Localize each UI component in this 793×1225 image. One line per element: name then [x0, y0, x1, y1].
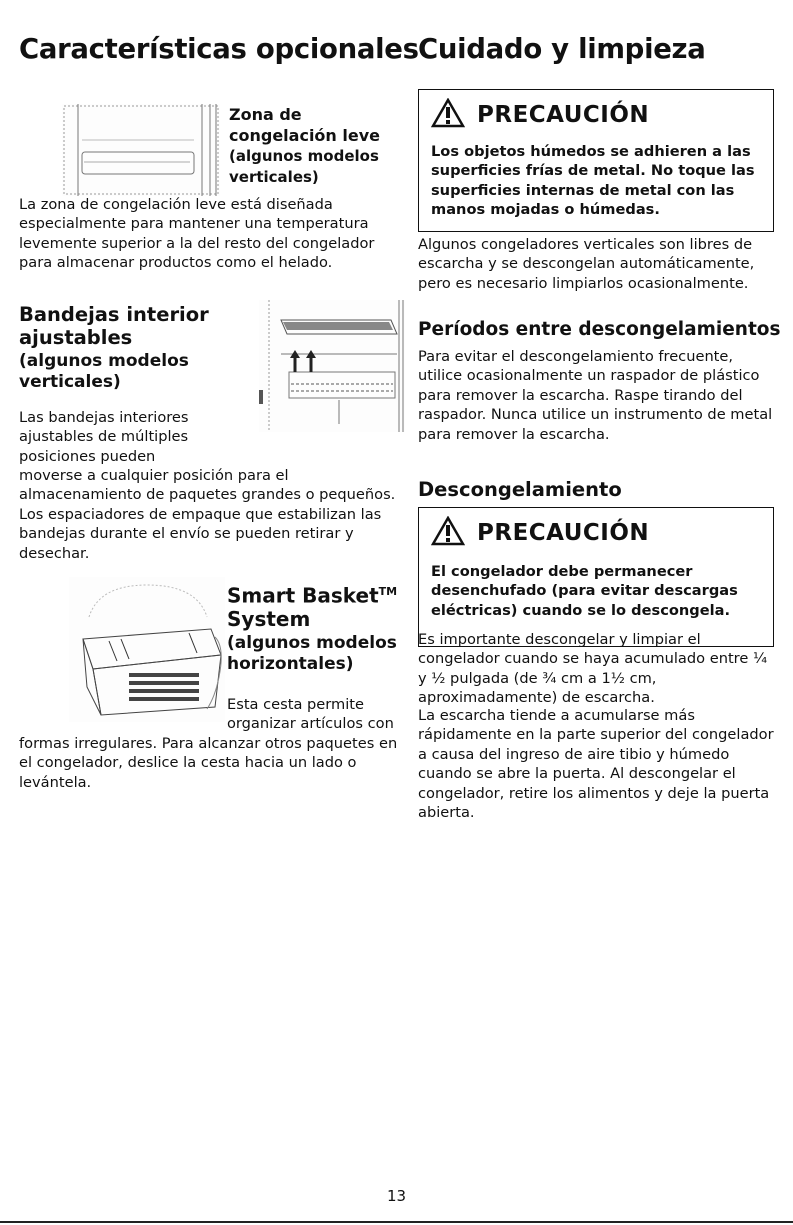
trademark-mark: TM [378, 585, 398, 598]
basket-text-line: Esta cesta permite [227, 696, 364, 713]
defrost-text-2: La escarcha tiende a acumularse más rápidamente en la parte superior del congelador a causa del ingreso de aire tibio y húmedo cuando se abre la puerta. Al descongelar el congelador, retire los alimentos y deje la puerta abierta. [418, 707, 774, 822]
warning-triangle-icon [431, 98, 465, 132]
basket-heading-block [227, 580, 407, 675]
shelves-text-line: ajustables de múltiples [19, 428, 189, 446]
zone-heading [229, 104, 399, 188]
basket-heading-line [227, 580, 407, 608]
caution-header [431, 516, 765, 550]
shelves-text-line: Las bandejas interiores [19, 409, 189, 426]
section-title-care-cleaning: Cuidado y limpieza [418, 33, 706, 65]
warning-triangle-icon [431, 516, 465, 550]
caution-box-unplug [418, 507, 774, 647]
caution-label: PRECAUCIÓN [477, 102, 650, 128]
caution-box-metal [418, 89, 774, 232]
periods-text: Para evitar el descongelamiento frecuente, utilice ocasionalmente un raspador de plástico para remover la escarcha. Raspe tirando del raspador. Nunca utilice un instrumento de metal para remover la escarcha. [418, 348, 773, 443]
zone-text: La zona de congelación leve está diseñada especialmente para mantener una temperatura levemente superior a la del resto del congelador para almacenar productos como el helado. [19, 196, 375, 272]
page-bottom-rule [0, 1221, 793, 1223]
caution-text: El congelador debe permanecer desenchufado (para evitar descargas eléctricas) cuando se lo descongela. [431, 563, 738, 619]
soft-freeze-zone-image [62, 104, 220, 196]
shelves-text-line: posiciones pueden [19, 447, 156, 465]
caution-label: PRECAUCIÓN [477, 520, 650, 546]
caution-header [431, 98, 765, 132]
basket-heading-line: System [227, 606, 311, 631]
smart-basket-image [69, 577, 225, 722]
defrost-text-1: Es importante descongelar y limpiar el congelador cuando se haya acumulado entre ¼ y ½ pulgada (de ¾ cm a 1½ cm, aproximadamente) de escarcha. [418, 631, 768, 707]
basket-text-narrow [227, 695, 407, 734]
basket-subheading-line: horizontales) [227, 653, 354, 674]
shelves-text: moverse a cualquier posición para el almacenamiento de paquetes grandes o pequeños. Los espaciadores de empaque que estabilizan las bandejas durante el envío se pueden retirar y desechar. [19, 467, 396, 562]
basket-text-line: organizar artículos con [227, 715, 394, 733]
shelves-heading-line: ajustables [19, 326, 133, 349]
zone-heading-line: (algunos modelos [229, 147, 379, 165]
shelves-heading-block [19, 303, 259, 393]
zone-heading-line: congelación leve [229, 126, 380, 145]
basket-text: formas irregulares. Para alcanzar otros paquetes en el congelador, deslice la cesta hacia un lado o levántela. [19, 735, 398, 791]
left-column [19, 32, 419, 791]
zone-heading-line: verticales) [229, 168, 319, 186]
page-number: 13 [386, 1187, 407, 1205]
periods-heading: Períodos entre descongelamientos [418, 319, 781, 340]
caution-text: Los objetos húmedos se adhieren a las superficies frías de metal. No toque las superficies internas de metal con las manos mojadas o húmedas. [431, 143, 755, 219]
section-title-optional-features: Características opcionales [19, 33, 419, 65]
intro-text: Algunos congeladores verticales son libres de escarcha y se descongelan automáticamente, pero es necesario limpiarlos ocasionalmente. [418, 236, 755, 292]
zone-heading-line: Zona de [229, 105, 302, 124]
basket-subheading-line: (algunos modelos [227, 632, 397, 653]
shelves-subheading-line: (algunos modelos [19, 351, 189, 371]
adjustable-shelves-image [259, 300, 405, 432]
basket-heading-text: Smart Basket [227, 583, 379, 608]
shelves-text-narrow [19, 408, 259, 466]
shelves-subheading-line: verticales) [19, 372, 121, 392]
shelves-heading-line: Bandejas interior [19, 303, 209, 326]
defrost-heading: Descongelamiento [418, 478, 622, 501]
right-column [418, 32, 781, 822]
